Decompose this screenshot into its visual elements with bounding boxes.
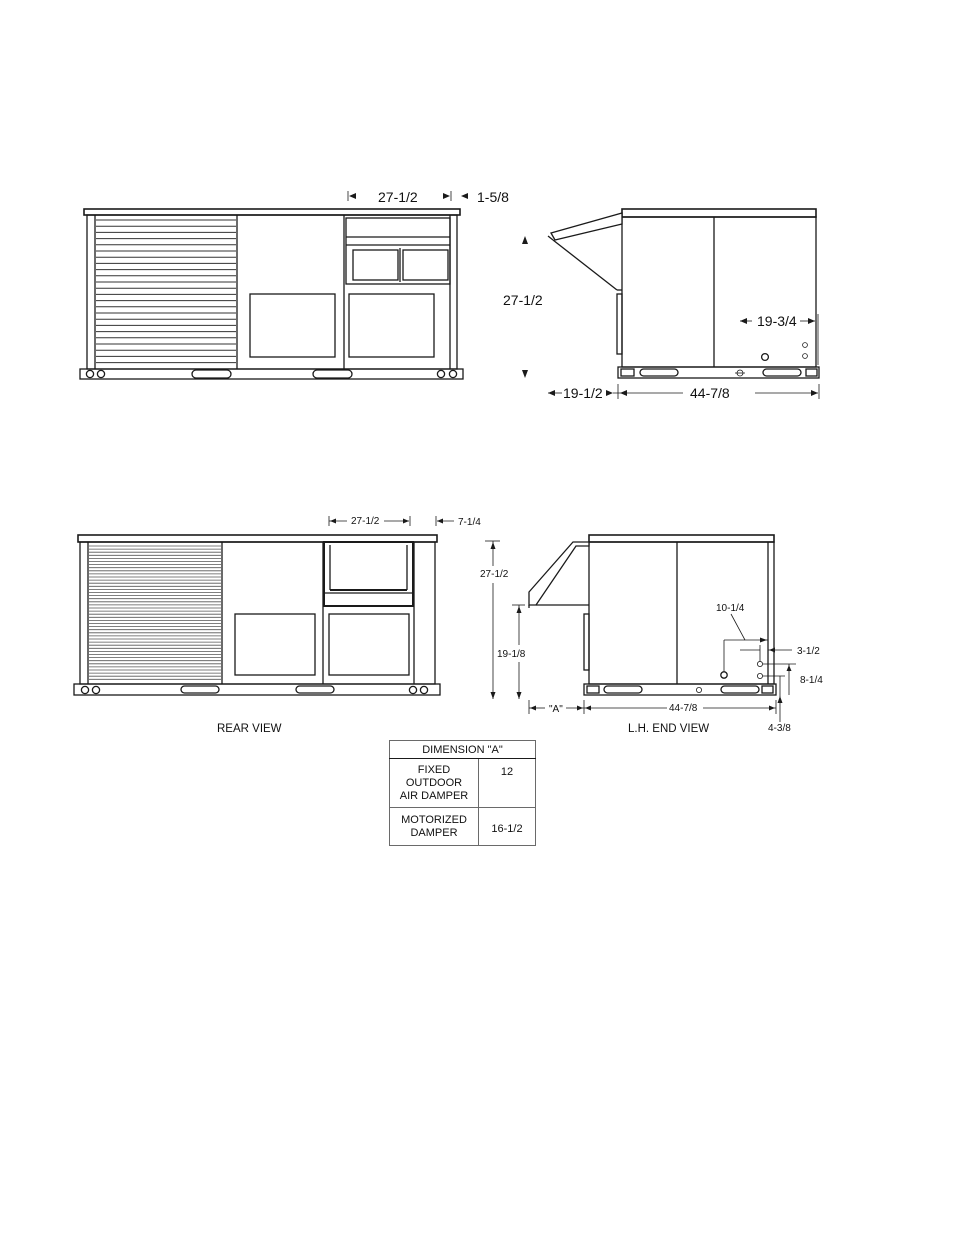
fig2-fork-slot-left <box>181 686 219 693</box>
table-row <box>390 759 536 808</box>
rear-view-caption: REAR VIEW <box>217 723 282 735</box>
fig1-dim-unit-depth: 44-7/8 <box>690 385 730 401</box>
fig2-dim-hood-height: 19-1/8 <box>497 649 526 660</box>
fig1-end-view <box>548 209 819 378</box>
dimension-a-table <box>389 740 536 846</box>
table-row-value: 12 <box>479 759 536 808</box>
fig2-dim-unit-depth: 44-7/8 <box>669 703 698 714</box>
fig1-hood-top <box>551 213 622 240</box>
fig2-dim-damper-width: 27-1/2 <box>351 516 380 527</box>
fig2-rear-view <box>74 535 440 695</box>
fig2-dim-connection-offset: 10-1/4 <box>716 603 745 614</box>
fig1-end-cabinet <box>622 217 816 367</box>
dimension-a-table-header: DIMENSION "A" <box>390 741 536 759</box>
fig1-dim-side-offset: 19-3/4 <box>757 313 797 329</box>
fig1-rear-view <box>80 209 463 379</box>
fig2-condenser-grill <box>89 546 221 679</box>
table-row-label: FIXED OUTDOOR AIR DAMPER <box>390 759 479 808</box>
table-row <box>390 808 536 846</box>
fig1-dim-hood-depth: 19-1/2 <box>563 385 603 401</box>
fig2-access-panel-left <box>235 614 315 675</box>
fig1-access-panel-left <box>250 294 335 357</box>
fig2-access-panel-right <box>329 614 409 675</box>
fig2-rear-top-panel <box>78 535 437 542</box>
fig2-dim-connection-bottom: 4-3/8 <box>768 723 791 734</box>
fig1-dim-damper-width: 27-1/2 <box>378 189 418 205</box>
fig1-base-rail <box>80 369 463 379</box>
fig2-dim-connection-height: 8-1/4 <box>800 675 823 686</box>
fig2-end-dimensions <box>480 541 823 734</box>
fig2-end-top-panel <box>589 535 774 542</box>
fig2-end-cabinet <box>589 542 774 684</box>
fig2-end-view <box>529 535 776 695</box>
end-view-caption: L.H. END VIEW <box>628 723 710 735</box>
fig2-base-rail <box>74 684 440 695</box>
fig1-dim-height: 27-1/2 <box>503 292 543 308</box>
fig2-hood <box>529 542 589 605</box>
fig2-fork-slot-right <box>296 686 334 693</box>
fig2-top-dimension <box>329 516 481 528</box>
fig1-rear-top-panel <box>84 209 460 215</box>
fig1-dim-damper-offset: 1-5/8 <box>477 189 509 205</box>
fig2-dim-height: 27-1/2 <box>480 569 509 580</box>
table-row-value: 16-1/2 <box>479 808 536 846</box>
table-row-label: MOTORIZED DAMPER <box>390 808 479 846</box>
fig1-end-top-panel <box>622 209 816 217</box>
fig1-top-dimension <box>348 189 509 205</box>
fig2-dim-connection-spacing: 3-1/2 <box>797 646 820 657</box>
fig2-rear-cabinet <box>80 542 435 684</box>
fig2-dim-hood-depth: "A" <box>549 704 563 715</box>
fig1-access-panel-right <box>349 294 434 357</box>
fig1-fork-slot-left <box>192 370 231 378</box>
fig2-dim-damper-offset: 7-1/4 <box>458 517 481 528</box>
fig1-fork-slot-right <box>313 370 352 378</box>
fig2-damper-hood <box>324 542 413 606</box>
fig1-condenser-grill <box>96 220 236 363</box>
